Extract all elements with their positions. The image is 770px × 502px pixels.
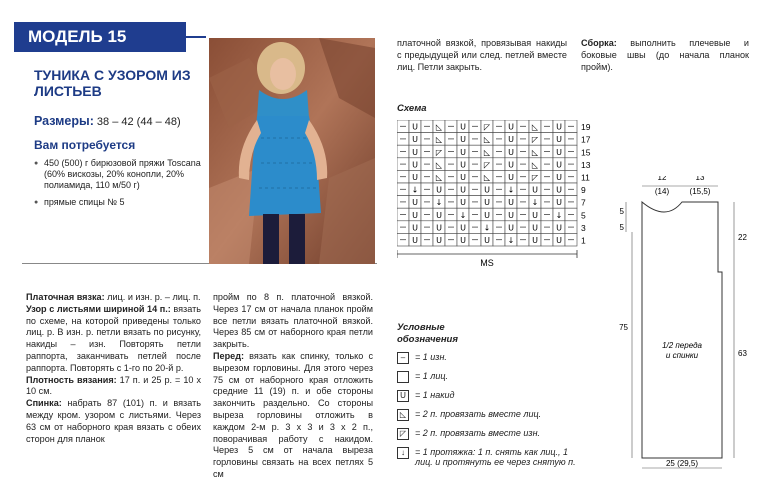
gauge-text: 17 п. и 25 р. = 10 х 10 см. [26,374,202,397]
chart-symbol: U [484,198,490,208]
chart-row-number: 17 [581,134,591,145]
legend-knit [397,371,577,390]
chart-symbol: U [508,122,514,132]
dim-neck-depth-2: 5 [619,223,624,232]
armhole-text: пройм по 8 п. платочной вязкой. Через 17 см от начала планок пройм все петли вязать платочной вязкой. Через 85 см от наборного края петли закрыть. [213,292,373,350]
plain-knit-heading: Платочная вязка: [26,292,105,302]
chart-symbol: U [532,210,538,220]
chart-symbol: ↓ [507,185,515,195]
legend-purl [397,352,577,371]
dim-front-length: 75 [619,323,628,332]
chart-grid [397,120,577,246]
ms-label: MS [480,258,494,268]
legend-heading: Условные обозначения [397,322,458,345]
chart-symbol: U [556,185,562,195]
chart-symbol: U [436,210,442,220]
chart-symbol: U [412,210,418,220]
back-text: набрать 87 (101) п. и вязать между кром. узором с листьями. Через 63 см от наборного края вязать с обеих сторон для планок [26,398,201,444]
chart-symbol: ↓ [411,185,419,195]
chart-symbol: U [508,210,514,220]
chart-row-number: 1 [581,235,586,246]
model-photo [209,38,375,264]
front-heading: Перед: [213,350,245,361]
leaf-pattern-text: вязать по схеме, на которой приведены только лиц. р. В изн. р. петли вязать по рисунку, накиды – изн. Повторять петли раппорта, заканчивать петлей после раппорта. Повторять с 1-го по 20-й р. [26,303,201,373]
chart-row-number: 13 [581,159,591,170]
chart-symbol: U [532,185,538,195]
chart-symbol: U [460,147,466,157]
chart-symbol: ◺ [531,147,539,157]
legend-k2tog-text: = 2 п. провязать вместе лиц. [415,409,542,419]
material-needles: ● прямые спицы № 5 [34,197,204,208]
chart-symbol: U [412,122,418,132]
knit-symbol-icon [397,371,409,383]
garment-title: ТУНИКА С УЗОРОМ ИЗ ЛИСТЬЕВ [34,67,191,99]
k2tog-symbol-icon: ◺ [397,409,409,421]
chart-symbol: ◺ [435,135,443,145]
legend-k2tog [397,409,577,428]
chart-symbol: U [556,147,562,157]
chart-symbol: U [412,236,418,245]
chart-symbol: ↓ [531,198,539,208]
chart-symbol: ◺ [483,147,491,157]
chart-row-numbers [581,122,591,245]
chart-symbol: ◸ [483,122,491,132]
chart-symbol: ◺ [531,160,539,170]
chart-symbol: ↓ [483,223,491,233]
dim-side-length: 63 [738,349,747,358]
legend [397,352,577,477]
chart-symbol: U [532,236,538,245]
assembly [581,38,749,73]
chart-symbol: ◺ [483,135,491,145]
dim-shoulder-alt: (15,5) [689,187,711,196]
chart-symbol: U [460,135,466,145]
legend-yarnover [397,390,577,409]
chart-row-number: 11 [581,172,590,183]
instructions-col-2 [213,292,373,481]
chart-symbol: U [556,236,562,245]
chart-symbol: ◸ [531,135,539,145]
chart-symbol: ◸ [531,173,539,182]
chart-symbol: U [460,185,466,195]
legend-skp-text: = 1 протяжка: 1 п. снять как лиц., 1 лиц. и протянуть ее через снятую п. [415,447,576,467]
chart-heading: Схема [397,103,427,114]
chart-symbol: U [556,198,562,208]
chart-symbol: U [508,223,514,233]
garment-schematic [610,176,760,476]
plain-knit-text: лиц. и изн. р. – лиц. п. [104,292,201,302]
leaf-pattern-heading: Узор с листьями шириной 14 п.: [26,303,171,314]
chart-symbol: ◸ [483,160,491,170]
chart-symbol: U [460,223,466,233]
skp-symbol-icon: ↓ [397,447,409,459]
chart-row-number: 15 [581,147,591,158]
chart-symbol: U [412,147,418,157]
legend-purl-text: = 1 изн. [415,352,447,362]
chart-symbol: U [436,223,442,233]
chart-row-number: 5 [581,210,586,221]
chart-symbol: U [412,160,418,170]
chart-symbol: U [460,173,466,182]
dim-neck-width: 12 [657,176,667,182]
dim-bottom-width: 25 (29,5) [665,459,699,468]
legend-knit-text: = 1 лиц. [415,371,448,381]
model-label: МОДЕЛЬ 15 [28,27,127,46]
materials-heading: Вам потребуется [34,138,136,152]
instructions-col-3: платочной вязкой, провязывая накиды с предыдущей или след. петлей вместе лиц. Петли закрыть. [397,38,567,72]
instructions-col-1 [26,292,201,445]
schematic-center-label: 1/2 переда и спинки [662,341,702,360]
p2tog-symbol-icon: ◸ [397,428,409,440]
chart-row-number: 9 [581,185,586,196]
assembly-heading: Сборка: [581,38,617,48]
chart-symbol: U [412,173,418,182]
chart-symbol: U [556,223,562,233]
chart-symbol: U [484,185,490,195]
purl-symbol-icon: – [397,352,409,364]
chart-symbol: U [484,236,490,245]
sizes-label: Размеры: [34,114,94,128]
chart-symbol: ◸ [435,147,443,157]
chart-symbol: U [436,236,442,245]
dim-armhole: 22 [738,233,747,242]
chart-row-number: 3 [581,222,586,233]
chart-row-number: 7 [581,197,586,208]
chart-symbol: U [460,122,466,132]
chart-symbol: U [508,173,514,182]
chart-symbol: ↓ [435,198,443,208]
chart-symbol: U [556,122,562,132]
chart-symbol: ◺ [435,122,443,132]
back-heading: Спинка: [26,398,62,409]
chart-symbol: ◺ [435,173,443,182]
chart-symbol: ↓ [507,236,515,245]
chart-symbol: ◺ [483,173,491,182]
chart-symbol: U [460,160,466,170]
chart-symbol: U [508,147,514,157]
chart-symbol: U [508,135,514,145]
chart-symbol: U [532,223,538,233]
assembly-text: выполнить плечевые и боковые швы (до начала планок пройм). [581,38,749,72]
chart-symbol: U [508,198,514,208]
chart-symbol: ◺ [531,122,539,132]
banner-rule [186,36,206,38]
model-banner [14,22,186,52]
chart-symbol: U [508,160,514,170]
legend-p2tog [397,428,577,447]
chart-row-number: 19 [581,122,591,133]
chart-symbol: U [460,198,466,208]
chart-symbol: U [436,185,442,195]
chart-symbol: ◺ [435,160,443,170]
legend-p2tog-text: = 2 п. провязать вместе изн. [415,428,541,438]
chart-symbol: U [556,160,562,170]
chart-symbol: U [484,210,490,220]
chart-symbol: U [556,135,562,145]
chart-symbol: ↓ [555,210,563,220]
gauge-heading: Плотность вязания: [26,374,117,385]
chart-symbol: U [412,198,418,208]
chart-symbol: U [412,135,418,145]
yarnover-symbol-icon: U [397,390,409,402]
chart-symbol: ↓ [459,210,467,220]
sizes-value: 38 – 42 (44 – 48) [96,116,181,128]
chart-symbol: U [412,223,418,233]
chart-symbol: U [556,173,562,182]
dim-neck-depth-1: 5 [619,207,624,216]
chart-symbol: U [460,236,466,245]
front-text: вязать как спинку, только с вырезом горловины. Для этого через 75 см от наборного края отложить средние 11 (19) п. и обе стороны закончить раздельно. Со стороны выреза горловины отложить в каждом 2-м р. 3 х 3 и 3 х 2 п., поворачивая работу с накидом. Через 5 см от начала выреза горловины связать на всех петлях 5 см [213,350,373,479]
sizes [34,114,181,128]
material-yarn: ● 450 (500) г бирюзовой пряжи Toscana (60% вискозы, 20% конопли, 20% полиамида, 110 м/50 г) [34,158,204,191]
dim-shoulder: 13 [695,176,705,182]
knitting-chart [397,120,597,268]
legend-yarnover-text: = 1 накид [415,390,455,400]
dim-neck-width-alt: (14) [654,187,670,196]
materials-list [34,158,204,214]
legend-skp [397,447,577,477]
